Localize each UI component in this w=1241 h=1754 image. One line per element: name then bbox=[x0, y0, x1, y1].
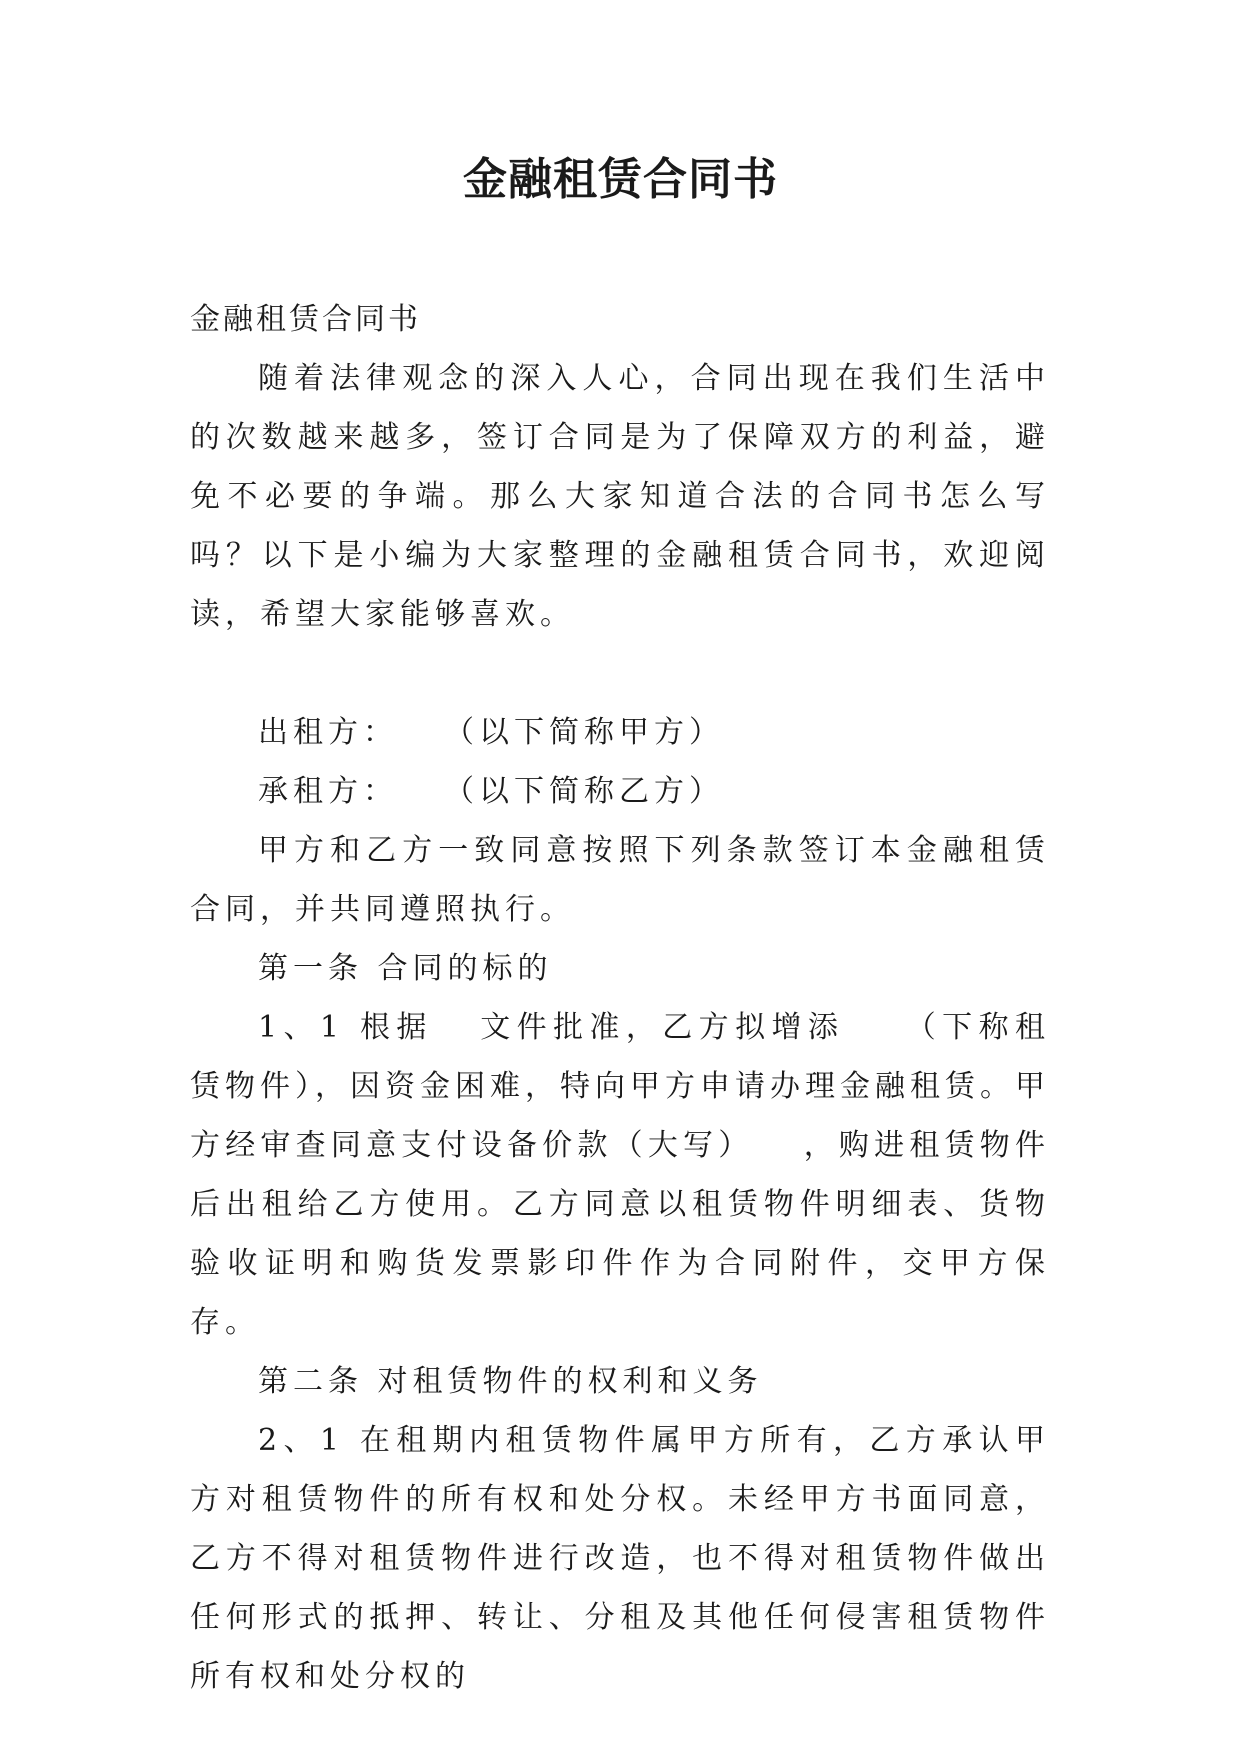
clause-1-1-part-d: ，购进租赁物件后出租给乙方使用。乙方同意以租赁物件明细表、货物验收证明和购货发票影印件作为合同附件，交甲方保存。 bbox=[190, 1128, 1051, 1340]
document-subtitle: 金融租赁合同书 bbox=[190, 302, 421, 337]
clause-1-1-part-a: 1、1 根据 bbox=[258, 1010, 433, 1045]
article-2-title: 第二条 对租赁物件的权利和义务 bbox=[258, 1364, 763, 1399]
clause-1-1-part-c: （下称租赁物件），因资金困难，特向甲方申请办理金融租赁。甲方经审查同意支付设备价款（大写） bbox=[190, 1010, 1050, 1163]
document-title: 金融租赁合同书 bbox=[463, 154, 778, 205]
clause-2-1: 2、1 在租期内租赁物件属甲方所有，乙方承认甲方对租赁物件的所有权和处分权。未经甲方书面同意，乙方不得对租赁物件进行改造，也不得对租赁物件做出任何形式的抵押、转让、分租及其他任何侵害租赁物件所有权和处分权的 bbox=[190, 1423, 1050, 1694]
clause-1-1-part-b: 文件批准，乙方拟增添 bbox=[478, 1010, 845, 1045]
agreement-paragraph: 甲方和乙方一致同意按照下列条款签订本金融租赁合同，并共同遵照执行。 bbox=[190, 833, 1050, 927]
lessee-note: （以下简称乙方） bbox=[444, 774, 724, 809]
lessor-line bbox=[190, 703, 1050, 762]
lessee-line bbox=[190, 762, 1050, 821]
lessor-label: 出租方： bbox=[258, 715, 398, 750]
lessee-label: 承租方： bbox=[258, 774, 398, 809]
document-body bbox=[190, 290, 1050, 1706]
intro-paragraph: 随着法律观念的深入人心，合同出现在我们生活中的次数越来越多，签订合同是为了保障双方的利益，避免不必要的争端。那么大家知道合法的合同书怎么写吗？以下是小编为大家整理的金融租赁合同书，欢迎阅读，希望大家能够喜欢。 bbox=[190, 361, 1050, 632]
clause-1-1 bbox=[190, 998, 1050, 1352]
lessor-note: （以下简称甲方） bbox=[444, 715, 724, 750]
article-1-title: 第一条 合同的标的 bbox=[258, 951, 553, 986]
paragraph-spacer bbox=[190, 644, 1050, 703]
